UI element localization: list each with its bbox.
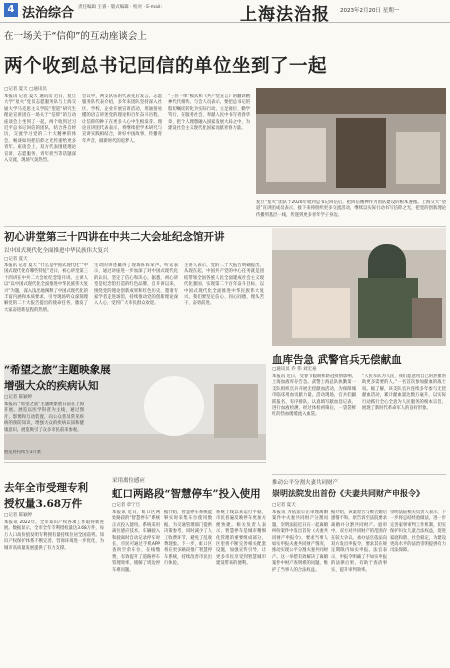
blood-body-col-2: “人民军队为人民，我们愿意用自己的热血帮助更多需要的人。”一名首次参加献血的战士说。据了解，该支队官兵连续多年参与无偿献血活动，累计献血量达数万毫升，以实际行动践行全心全意为人民服务的根本宗旨，展现了新时代革命军人的良好形象。 (362, 374, 446, 412)
patent-headline: 去年全市受理专利 (4, 482, 88, 494)
patent-headline-2: 授权量3.68万件 (4, 498, 83, 510)
parking-body-col-3: 系统上线以来运行平稳，市民普遍反映停车更加方便快捷。相关负责人表示，智慧停车是城市精细化管理的重要组成部分，区里将不断完善相关配套设施，加强宣传引导，让更多市民享受到智慧城市建设带来的便利。 (216, 510, 266, 567)
patent-body: 本报讯 2022年，全市知识产权各项工作取得新进展。数据显示，全市全年专利授权量达3.68万件，每万人口高价值发明专利拥有量持续位居全国前列。知识产权保护体系不断完善，营商环境进一步优化，为城市高质量发展提供了有力支撑。 (4, 520, 104, 551)
masthead (0, 0, 450, 23)
parking-kicker: 采用离位感应 (112, 478, 146, 484)
lead-byline: □记者 夏天 □通讯员 (4, 87, 47, 92)
divider (4, 226, 446, 227)
parking-byline: □记者 章宁旦 (112, 503, 141, 508)
blood-byline: □通讯员 乔 伟 刘宏豪 (272, 367, 317, 372)
page-number-badge: 4 (4, 3, 18, 17)
parking-body-col-1: 本报讯 近日，虹口区两处路段的“智慧停车”系统正式投入使用。系统采用离位感应技术，车辆驶入和驶离时自动记录停车时长，市民可通过手机APP查询空余车位、在线缴费，有效提升了道路停车管理效率，缓解了周边停车难问题。 (112, 510, 160, 573)
lecture-byline: □记者 夏天 (4, 257, 28, 262)
parking-headline: 虹口两路段“智慧停车”投入使用 (112, 488, 261, 500)
lecture-body-col-3: 主讲人表示，党的二十大报告明确提出，从现在起，中国共产党的中心任务就是团结带领全国各族人民全面建成社会主义现代化强国、实现第二个百年奋斗目标，以中国式现代化全面推进中华民族伟大复兴。我们要坚定信心、同心同德，埋头苦干、奋勇前进。 (184, 263, 264, 307)
section-title: 法治综合 (22, 6, 75, 21)
exhibit-body: 本报讯 “希望之旅”主题映象展日前在上海开展。展览以医学科普为主线，通过图片、影像和互动装置，向公众普及常见疾病的预防知识，增强大众的疾病认知和健康意识。展览吸引了众多市民前来参观。 (4, 402, 84, 433)
lead-body-col-2: 会议中，两支队伍的代表先后发言。志愿服务队代表介绍，多年来团队坚持深入社区、学校、企业开展宣讲活动，用通俗易懂的语言讲述党的理论和百年奋斗历程，让信仰的种子在更多人心中生根发芽。理论宣讲团代表表示，将继续把学术研究与宣讲实践相结合，讲好中国故事，传播青年声音，做新时代的追梦人。 (82, 94, 162, 144)
blood-headline: 血库告急 武警官兵无偿献血 (272, 354, 402, 366)
lead-body-col-1: 本报讯 记者 夏天 通讯员 近日，复旦大学“星火”党员志愿服务队与上海交通大学马克思主义学院“望道”研究生理论宣讲团在一场关于“信仰”的互动座谈会上坐到了一起。两个收到过习近平总书记回信的团队，结合各自经历，交流学习党的二十大精神的体会，畅谈如何把信仰之光传递给更多青年。座谈会上，双方代表围绕理论宣讲、志愿服务、青年担当等话题深入交流，现场气氛热烈。 (4, 94, 76, 164)
exhibit-byline: □记者 陈颖婷 (4, 395, 33, 400)
court-body-col-1: 本报讯 为依法公正审理离婚案件中夫妻共同财产分割问题，崇明法院近日在一起离婚纠纷案件中发出首份《夫妻共同财产申报令》，要求当事人如实申报夫妻共同财产情况，推动实现公平分割夫妻共同财产。这一举措有效解决了离婚案件中财产查明难的问题，维护了当事人的合法权益。 (272, 510, 328, 573)
blood-donation-photo (272, 228, 446, 346)
lead-body-col-4: 复旦“星火”团队于2020年收到总书记回信后，把回信精神作为团队建设的根本遵循。上海交大“望道”宣讲团成员表示，接下来将组织更多交流活动，继续以实际行动书写信仰之光，把党的创新理论传播到基层一线，传递到更多青年学子身边。 (256, 200, 446, 218)
lead-body-col-3: “三位一体”模式和《共产党宣言》的翻译精神代代相传。与会人员表示，要把总书记的殷切嘱托转化为实际行动，立足岗位、勤学笃行，在服务社会、奉献人民中书写青春华章，把个人理想融入国家发展大局之中，为建设社会主义现代化国家贡献青春力量。 (168, 94, 250, 132)
court-headline: 崇明法院发出首份《夫妻共同财产申报令》 (272, 488, 424, 498)
lead-photo (256, 88, 446, 194)
lead-kicker: 在一场关于“信仰”的互动座谈会上 (4, 31, 147, 42)
exhibit-headline-2: 增强大众的疾病认知 (4, 380, 99, 392)
court-body-col-3: 崇明法院相关负责人表示，下一步将总结经验做法，进一步完善家事审判工作机制，切实保护妇女儿童合法权益，促进家庭和谐、社会稳定，为建设更高水平的法治崇明提供有力司法保障。 (390, 510, 446, 554)
lecture-body-col-1: 本报讯 记者 夏天 “什么是中国式现代化”“中国式现代化有哪些特征”近日，初心讲堂第三十四讲在中共二大会址纪念馆开讲。主讲人以“以中国式现代化全面推进中华民族伟大复兴”为题，深入浅出地阐释了中国式现代化的丰富内涵和本质要求，引导现场听众深刻理解党的二十大报告提出的使命任务，激发了大家奋进新征程的热情。 (4, 263, 88, 313)
lecture-body-col-2: 生动的讲述赢得了现场阵阵掌声。听众表示，通过讲座进一步加深了对中国式现代化的认识，坚定了信心和决心。据悉，初心讲堂是纪念馆打造的红色品牌，自开讲以来，围绕党的理论创新成果和红色历史，邀请专家学者走进场馆，持续推动党的创新理论深入人心，受到广大市民群众欢迎。 (94, 263, 178, 307)
court-body-col-2: 据介绍，该案原告与被告婚后感情不和，原告诉至法院要求离婚并分割共同财产。庭审中，双方对共同财产的范围存在较大争议。承办法官依法向双方发出申报令，要求其在规定期限内如实申报。法官表示，申报令明确了不如实申报的法律后果，有助于查清事实、提升审判效率。 (331, 510, 387, 573)
court-kicker: 推动公平分割夫妻共同财产 (272, 480, 339, 486)
blood-body-col-1: 本报讯 近日，受春节假期和新冠疫情影响，上海血液库存告急。武警上海总队执勤第一支队组织官兵开展无偿献血活动，为保障城市临床用血贡献力量。活动现场，官兵们踊跃报名、有序排队，认真填写献血登记表、进行血液检测，经过体检初筛后，一袋袋鲜红的热血缓缓流入血袋。 (272, 374, 356, 418)
exhibit-note: 展览将持续至3月底 (4, 450, 42, 455)
staff-credits: 责任编辑 王睿 · 版式编辑 · 校对 · E-mail: (78, 5, 162, 10)
lecture-subhead: 以中国式现代化全面推进中华民族伟大复兴 (4, 248, 109, 254)
issue-date: 2023年2月20日 星期一 (340, 8, 400, 14)
lecture-headline: 初心讲堂第三十四讲在中共二大会址纪念馆开讲 (4, 231, 225, 243)
divider (4, 462, 266, 463)
exhibit-headline: “希望之旅”主题映象展 (4, 364, 111, 376)
patent-byline: □记者 陈颖婷 (4, 513, 33, 518)
court-byline: □记者 夏天 (272, 503, 296, 508)
newspaper-logo: 上海法治报 (240, 5, 330, 25)
lead-headline: 两个收到总书记回信的单位坐到了一起 (4, 56, 328, 77)
parking-body-col-2: 据介绍，智慧停车系统能够实时采集车位使用数据，为交通管理部门提供决策参考，同时减少了人工收费环节，避免了乱收费现象。下一步，虹口区将在更多路段推广智慧停车系统，持续改善市民出行体验。 (164, 510, 212, 567)
divider (272, 474, 446, 475)
